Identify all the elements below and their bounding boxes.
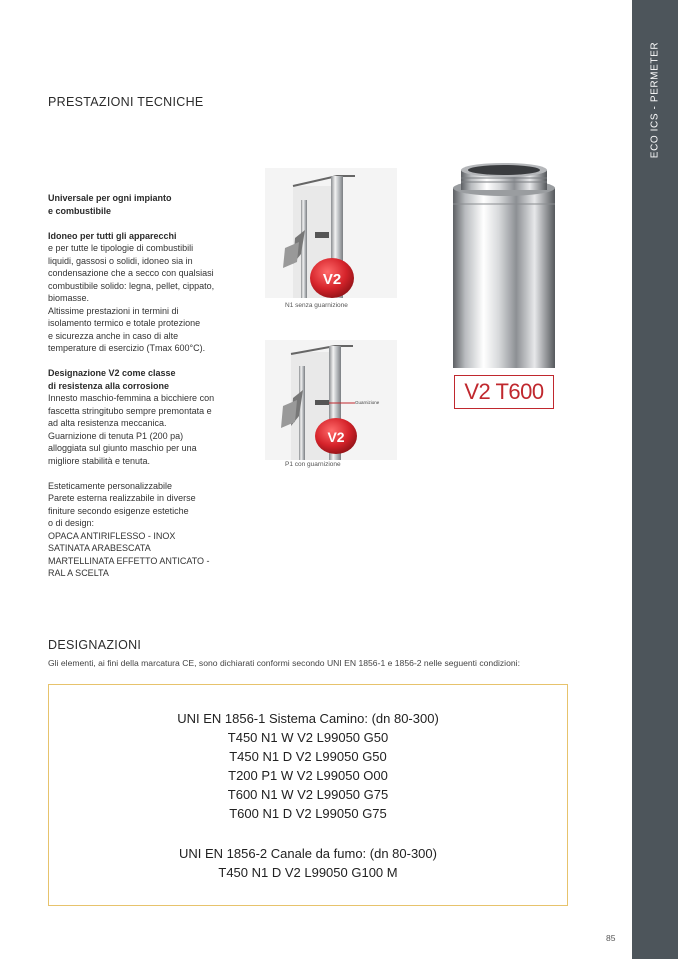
paragraph-text-line: temperature di esercizio (Tmax 600°C).: [48, 343, 206, 353]
paragraph-text-line: migliore stabilità e tenuta.: [48, 455, 151, 466]
paragraph-text-line: SATINATA ARABESCATA: [48, 543, 151, 553]
paragraph-text-line: Parete esterna realizzabile in diverse: [48, 493, 196, 503]
v2-badge-label-2: V2: [327, 429, 345, 445]
product-badge: V2 T600: [454, 375, 554, 409]
section-title-designazioni: DESIGNAZIONI: [48, 638, 142, 652]
paragraph-text-line: fascetta stringitubo sempre premontata e: [48, 405, 212, 416]
paragraph-text-line: Guarnizione di tenuta P1 (200 pa): [48, 430, 184, 441]
paragraph-text-line: OPACA ANTIRIFLESSO - INOX: [48, 530, 176, 541]
chimney-pipe-image: [447, 160, 561, 368]
designazione-line: UNI EN 1856-2 Canale da fumo: (dn 80-300): [179, 846, 437, 861]
designazioni-box: [48, 684, 568, 906]
paragraph-text-line: Esteticamente personalizzabile: [48, 480, 173, 491]
designazione-line: T600 N1 D V2 L99050 G75: [229, 806, 387, 821]
body-text: [48, 192, 238, 592]
designazione-line: T200 P1 W V2 L99050 O00: [228, 768, 388, 783]
paragraph-text-line: combustibile solido: legna, pellet, cippato,: [48, 280, 215, 291]
paragraph-heading-line: di resistenza alla corrosione: [48, 380, 170, 391]
paragraph-text-line: liquidi, gassosi o solidi, idoneo sia in: [48, 255, 193, 266]
v2-badge-icon: [306, 256, 358, 300]
v2-badge-label-1: V2: [322, 271, 342, 288]
paragraph: [48, 230, 238, 355]
paragraph: [48, 367, 238, 467]
caption-p1: P1 con guarnizione: [285, 461, 341, 468]
paragraph-text-line: ad alta resistenza meccanica.: [48, 418, 167, 428]
caption-n1: N1 senza guarnizione: [285, 302, 348, 309]
paragraph-text-line: isolamento termico e totale protezione: [48, 318, 201, 328]
designazione-line: T450 N1 D V2 L99050 G50: [229, 749, 387, 764]
paragraph: [48, 192, 238, 217]
paragraph-text-line: Innesto maschio-femmina a bicchiere con: [48, 393, 215, 403]
paragraph-heading-line: Idoneo per tutti gli apparecchi: [48, 230, 177, 241]
paragraph-text-line: condensazione che a secco con qualsiasi: [48, 268, 214, 278]
paragraph-text-line: biomasse.: [48, 293, 90, 303]
sidebar-label: ECO ICS - PERMETER: [649, 41, 661, 159]
v2-badge-icon: [312, 416, 360, 456]
designazione-line: T450 N1 W V2 L99050 G50: [227, 730, 389, 745]
paragraph-text-line: MARTELLINATA EFFETTO ANTICATO -: [48, 555, 210, 566]
paragraph: [48, 480, 238, 580]
paragraph-heading-line: e combustibile: [48, 205, 112, 216]
designazione-line: UNI EN 1856-1 Sistema Camino: (dn 80-300): [177, 711, 439, 726]
callout-guarnizione: Guarnizione: [355, 400, 380, 405]
paragraph-text-line: alloggiata sul giunto maschio per una: [48, 443, 197, 453]
paragraph-text-line: Altissime prestazioni in termini di: [48, 305, 179, 316]
paragraph-text-line: e sicurezza anche in caso di alte: [48, 330, 179, 341]
designazione-line: T600 N1 W V2 L99050 G75: [227, 787, 389, 802]
page-number: 85: [606, 933, 616, 943]
designazioni-intro: Gli elementi, ai fini della marcatura CE, sono dichiarati conformi secondo UNI EN 1856-1 e 1856-2 nelle seguenti condizioni:: [48, 658, 520, 668]
designazione-line: T450 N1 D V2 L99050 G100 M: [218, 865, 398, 880]
paragraph-text-line: RAL A SCELTA: [48, 568, 109, 578]
paragraph-heading-line: Universale per ogni impianto: [48, 193, 172, 203]
paragraph-text-line: e per tutte le tipologie di combustibili: [48, 243, 194, 253]
section-title-prestazioni: PRESTAZIONI TECNICHE: [48, 95, 204, 109]
paragraph-text-line: o di design:: [48, 518, 95, 528]
paragraph-text-line: finiture secondo esigenze estetiche: [48, 505, 189, 516]
paragraph-heading-line: Designazione V2 come classe: [48, 368, 176, 378]
